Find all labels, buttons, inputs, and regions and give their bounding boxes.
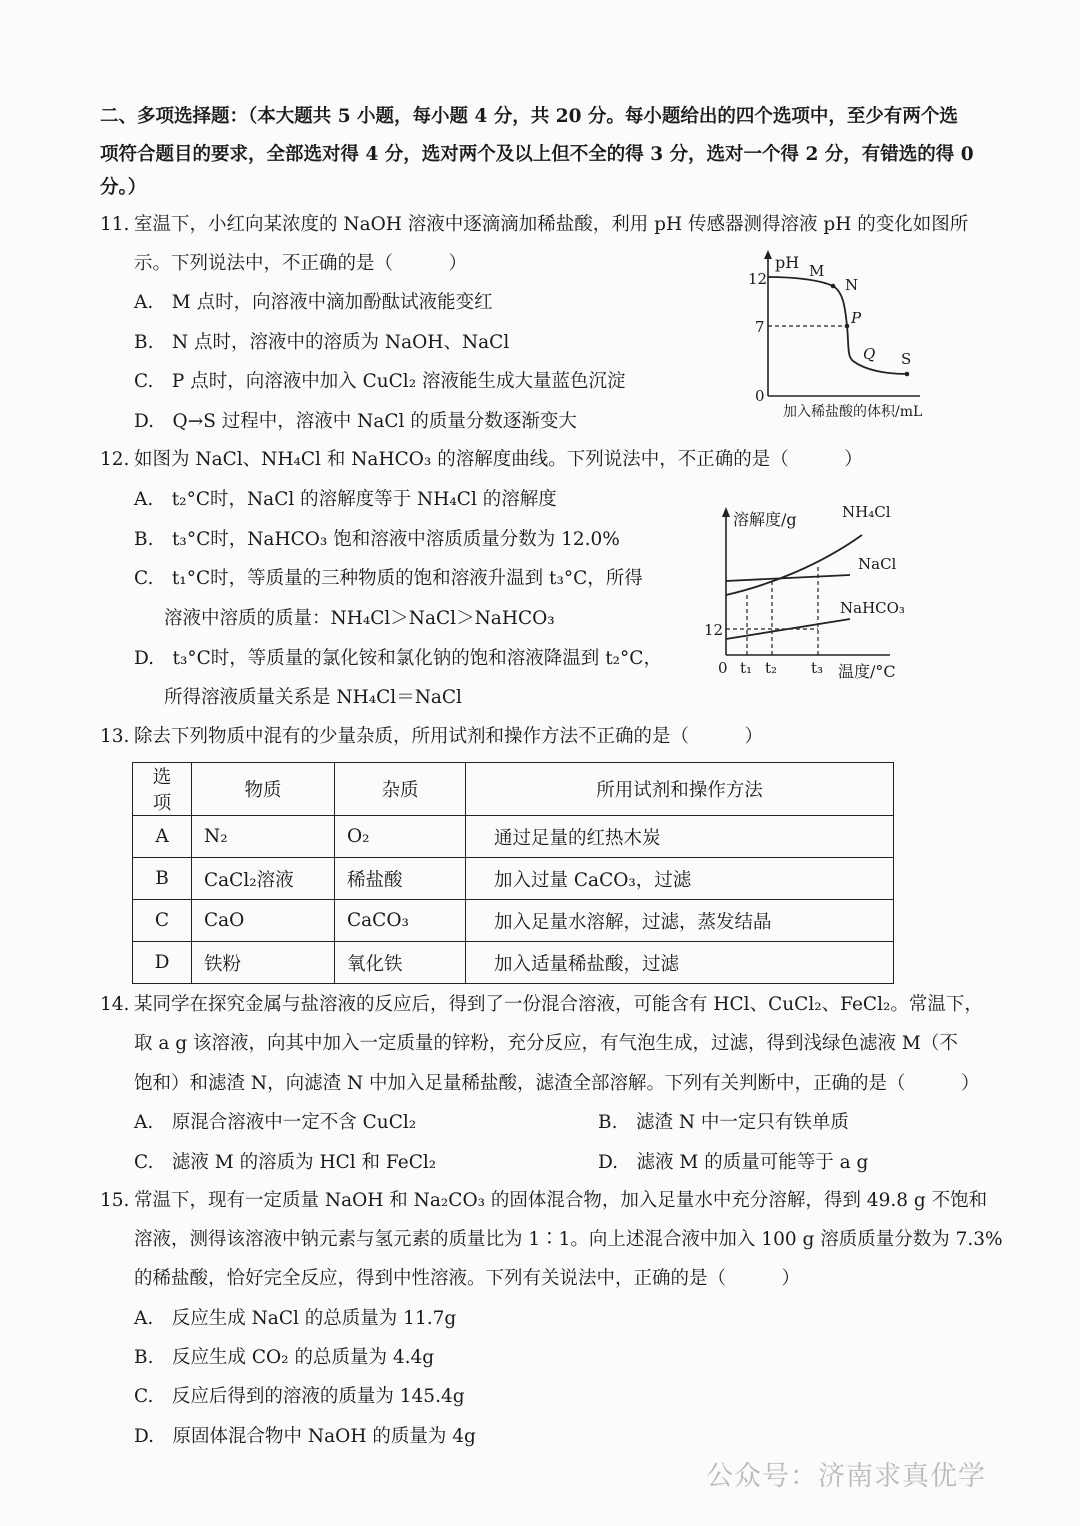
q11-point-n: N — [845, 276, 859, 294]
table-cell-substance: CaO — [192, 900, 335, 942]
q15-number: 15. — [100, 1190, 130, 1211]
q12-number: 12. — [100, 449, 130, 470]
q14-stem-line-2: 取 a g 该溶液，向其中加入一定质量的锌粉，充分反应，有气泡生成，过滤，得到浅绿色滤液 M（不 — [134, 1033, 958, 1054]
q11-point-s-dot — [905, 372, 910, 377]
q15-option-d: D. 原固体混合物中 NaOH 的质量为 4g — [134, 1426, 476, 1447]
q11-tick-7: 7 — [755, 318, 765, 336]
q11-stem-line-1: 室温下，小红向某浓度的 NaOH 溶液中逐滴滴加稀盐酸，利用 pH 传感器测得溶液 pH 的变化如图所 — [134, 214, 969, 235]
q11-stem-line-2: 示。下列说法中，不正确的是（ ） — [134, 253, 468, 274]
table-row — [133, 816, 894, 858]
table-cell-method: 加入适量稀盐酸，过滤 — [466, 942, 894, 984]
q11-option-b: B. N 点时，溶液中的溶质为 NaOH、NaCl — [134, 332, 510, 353]
q11-x-label: 加入稀盐酸的体积/mL — [783, 404, 923, 420]
table-cell-option: C — [133, 900, 192, 942]
q15-stem-line-2: 溶液，测得该溶液中钠元素与氢元素的质量比为 1∶1。向上述混合液中加入 100 g 溶质质量分数为 7.3% — [134, 1229, 1003, 1250]
q12-xtick-t2: t₂ — [765, 659, 778, 677]
q12-option-d-line-1: D. t₃°C时，等质量的氯化铵和氯化钠的饱和溶液降温到 t₂°C， — [134, 648, 662, 669]
table-row — [133, 858, 894, 900]
q12-stem: 如图为 NaCl、NH₄Cl 和 NaHCO₃ 的溶解度曲线。下列说法中，不正确的是（ ） — [134, 449, 863, 470]
table-cell-impurity: 氧化铁 — [335, 942, 466, 984]
q11-number: 11. — [100, 214, 130, 235]
q11-y-axis-arrow — [764, 250, 772, 259]
q13-number: 13. — [100, 726, 130, 747]
q14-option-c: C. 滤液 M 的溶质为 HCl 和 FeCl₂ — [134, 1152, 437, 1173]
q11-point-n-dot — [831, 284, 836, 289]
q12-option-a: A. t₂°C时，NaCl 的溶解度等于 NH₄Cl 的溶解度 — [134, 489, 557, 510]
q12-solubility-graph — [700, 495, 930, 685]
table-header-cell: 杂质 — [335, 763, 466, 816]
q11-point-q: Q — [863, 345, 876, 363]
q11-ph-graph — [735, 246, 970, 426]
q12-y-tick: 12 — [704, 621, 724, 639]
q11-point-p-dot — [845, 324, 850, 329]
watermark: 公众号：济南求真优学 — [706, 1461, 986, 1492]
table-cell-substance: CaCl₂溶液 — [192, 858, 335, 900]
q14-stem-line-3: 饱和）和滤渣 N，向滤渣 N 中加入足量稀盐酸，滤渣全部溶解。下列有关判断中，正确的是（ ） — [134, 1073, 980, 1094]
q11-point-s: S — [901, 350, 912, 368]
q11-point-m: M — [809, 262, 825, 280]
table-cell-method: 通过足量的红热木炭 — [466, 816, 894, 858]
table-cell-substance: 铁粉 — [192, 942, 335, 984]
q14-option-a: A. 原混合溶液中一定不含 CuCl₂ — [134, 1112, 417, 1133]
table-cell-impurity: 稀盐酸 — [335, 858, 466, 900]
q11-option-d: D. Q→S 过程中，溶液中 NaCl 的质量分数逐渐变大 — [134, 411, 577, 432]
q14-number: 14. — [100, 994, 130, 1015]
section-header-line-1: 二、多项选择题：（本大题共 5 小题，每小题 4 分，共 20 分。每小题给出的四个选项中，至少有两个选 — [100, 106, 958, 127]
q12-y-axis-arrow — [722, 507, 730, 517]
q15-option-b: B. 反应生成 CO₂ 的总质量为 4.4g — [134, 1347, 435, 1368]
table-cell-option: A — [133, 816, 192, 858]
q12-legend-nh4cl: NH₄Cl — [842, 503, 891, 521]
q12-xtick-t3: t₃ — [811, 659, 824, 677]
q14-option-b: B. 滤渣 N 中一定只有铁单质 — [598, 1112, 849, 1133]
q14-stem-line-1: 某同学在探究金属与盐溶液的反应后，得到了一份混合溶液，可能含有 HCl、CuCl₂、FeCl₂。常温下， — [134, 994, 983, 1015]
q12-x-label: 温度/°C — [838, 662, 896, 681]
table-cell-option: D — [133, 942, 192, 984]
table-header-cell: 物质 — [192, 763, 335, 816]
q15-stem-line-1: 常温下，现有一定质量 NaOH 和 Na₂CO₃ 的固体混合物，加入足量水中充分溶解，得到 49.8 g 不饱和 — [134, 1190, 988, 1211]
q13-table — [132, 762, 894, 984]
table-header-cell: 所用试剂和操作方法 — [466, 763, 894, 816]
table-row — [133, 900, 894, 942]
q15-stem-line-3: 的稀盐酸，恰好完全反应，得到中性溶液。下列有关说法中，正确的是（ ） — [134, 1268, 801, 1289]
section-header-line-2: 项符合题目的要求，全部选对得 4 分，选对两个及以上但不全的得 3 分，选对一个得 2 分，有错选的得 0 — [100, 144, 974, 165]
q11-tick-12: 12 — [748, 270, 768, 288]
q12-xtick-t1: t₁ — [740, 659, 753, 677]
q15-option-c: C. 反应后得到的溶液的质量为 145.4g — [134, 1386, 465, 1407]
q12-option-c-line-1: C. t₁°C时，等质量的三种物质的饱和溶液升温到 t₃°C，所得 — [134, 568, 643, 589]
table-cell-impurity: O₂ — [335, 816, 466, 858]
q12-legend-nahco3: NaHCO₃ — [840, 599, 905, 617]
table-cell-option: B — [133, 858, 192, 900]
q11-point-p: P — [851, 309, 862, 327]
table-cell-substance: N₂ — [192, 816, 335, 858]
table-header-row — [133, 763, 894, 816]
q12-curve-nahco3 — [726, 619, 850, 639]
table-cell-method: 加入足量水溶解，过滤，蒸发结晶 — [466, 900, 894, 942]
q12-option-d-line-2: 所得溶液质量关系是 NH₄Cl＝NaCl — [164, 687, 462, 708]
q11-option-c: C. P 点时，向溶液中加入 CuCl₂ 溶液能生成大量蓝色沉淀 — [134, 371, 626, 392]
q12-y-label: 溶解度/g — [733, 510, 797, 529]
q11-tick-0: 0 — [755, 387, 765, 405]
q12-option-b: B. t₃°C时，NaHCO₃ 饱和溶液中溶质质量分数为 12.0% — [134, 529, 620, 550]
table-cell-impurity: CaCO₃ — [335, 900, 466, 942]
q11-ph-curve — [768, 277, 907, 374]
q12-legend-nacl: NaCl — [858, 555, 897, 573]
q12-origin: 0 — [718, 659, 728, 677]
q14-option-d: D. 滤液 M 的质量可能等于 a g — [598, 1152, 869, 1173]
q12-option-c-line-2: 溶液中溶质的质量：NH₄Cl＞NaCl＞NaHCO₃ — [164, 608, 555, 629]
table-row — [133, 942, 894, 984]
q15-option-a: A. 反应生成 NaCl 的总质量为 11.7g — [134, 1308, 457, 1329]
table-header-cell: 选项 — [133, 763, 192, 816]
table-cell-method: 加入过量 CaCO₃，过滤 — [466, 858, 894, 900]
q11-y-label: pH — [775, 253, 800, 272]
q12-curve-nh4cl — [726, 535, 862, 595]
q13-stem: 除去下列物质中混有的少量杂质，所用试剂和操作方法不正确的是（ ） — [134, 726, 764, 747]
q11-option-a: A. M 点时，向溶液中滴加酚酞试液能变红 — [134, 292, 493, 313]
section-header-line-3: 分。） — [100, 177, 147, 198]
